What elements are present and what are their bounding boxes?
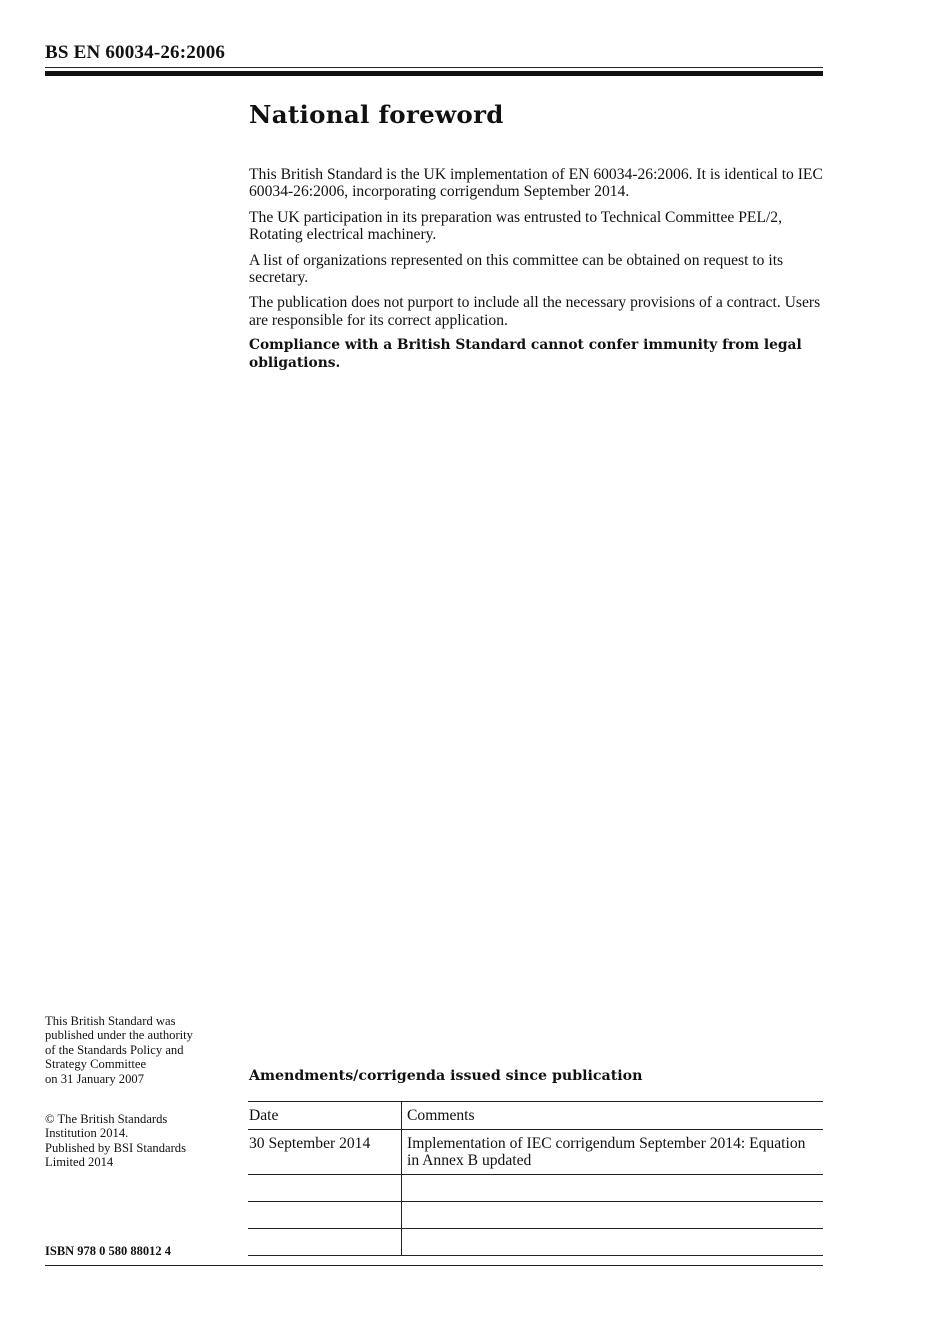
table-header-row xyxy=(248,1102,823,1130)
authority-note: This British Standard was published under the authority of the Standards Policy and Strategy Committee on 31 January 2007 xyxy=(45,1014,193,1086)
empty-table-row xyxy=(248,1174,823,1201)
foreword-paragraph: This British Standard is the UK implementation of EN 60034-26:2006. It is identical to IEC 60034-26:2006, incorporating corrigendum September 2014. xyxy=(249,166,823,201)
footer-rule xyxy=(45,1265,823,1266)
foreword-paragraph: The UK participation in its preparation was entrusted to Technical Committee PEL/2, Rotating electrical machinery. xyxy=(249,208,783,244)
foreword-body xyxy=(249,166,829,380)
column-header-comments: Comments xyxy=(402,1102,824,1130)
empty-table-row xyxy=(248,1228,823,1255)
empty-cell xyxy=(248,1228,402,1255)
empty-cell xyxy=(402,1201,824,1228)
header-rule-thin xyxy=(45,67,823,68)
empty-table-row xyxy=(248,1201,823,1228)
document-code: BS EN 60034-26:2006 xyxy=(45,42,226,63)
table-row xyxy=(248,1130,823,1175)
copyright-note: © The British Standards Institution 2014. Published by BSI Standards Limited 2014 xyxy=(45,1112,186,1170)
amendments-table xyxy=(248,1101,823,1256)
empty-cell xyxy=(402,1174,824,1201)
isbn: ISBN 978 0 580 88012 4 xyxy=(45,1244,172,1258)
foreword-paragraph: The publication does not purport to include all the necessary provisions of a contract. Users are responsible for its correct application. xyxy=(249,294,821,329)
foreword-paragraph: A list of organizations represented on this committee can be obtained on request to its secretary. xyxy=(249,251,784,287)
compliance-note: Compliance with a British Standard cannot confer immunity from legal obligations. xyxy=(249,337,802,371)
amendment-comments: Implementation of IEC corrigendum September 2014: Equation in Annex B updated xyxy=(402,1130,824,1175)
header-rule-thick xyxy=(45,71,823,76)
column-header-date: Date xyxy=(248,1102,402,1130)
empty-cell xyxy=(402,1228,824,1255)
page-title: National foreword xyxy=(249,100,504,129)
empty-cell xyxy=(248,1201,402,1228)
amendments-title: Amendments/corrigenda issued since publication xyxy=(249,1068,643,1084)
empty-cell xyxy=(248,1174,402,1201)
amendment-date: 30 September 2014 xyxy=(248,1130,402,1175)
